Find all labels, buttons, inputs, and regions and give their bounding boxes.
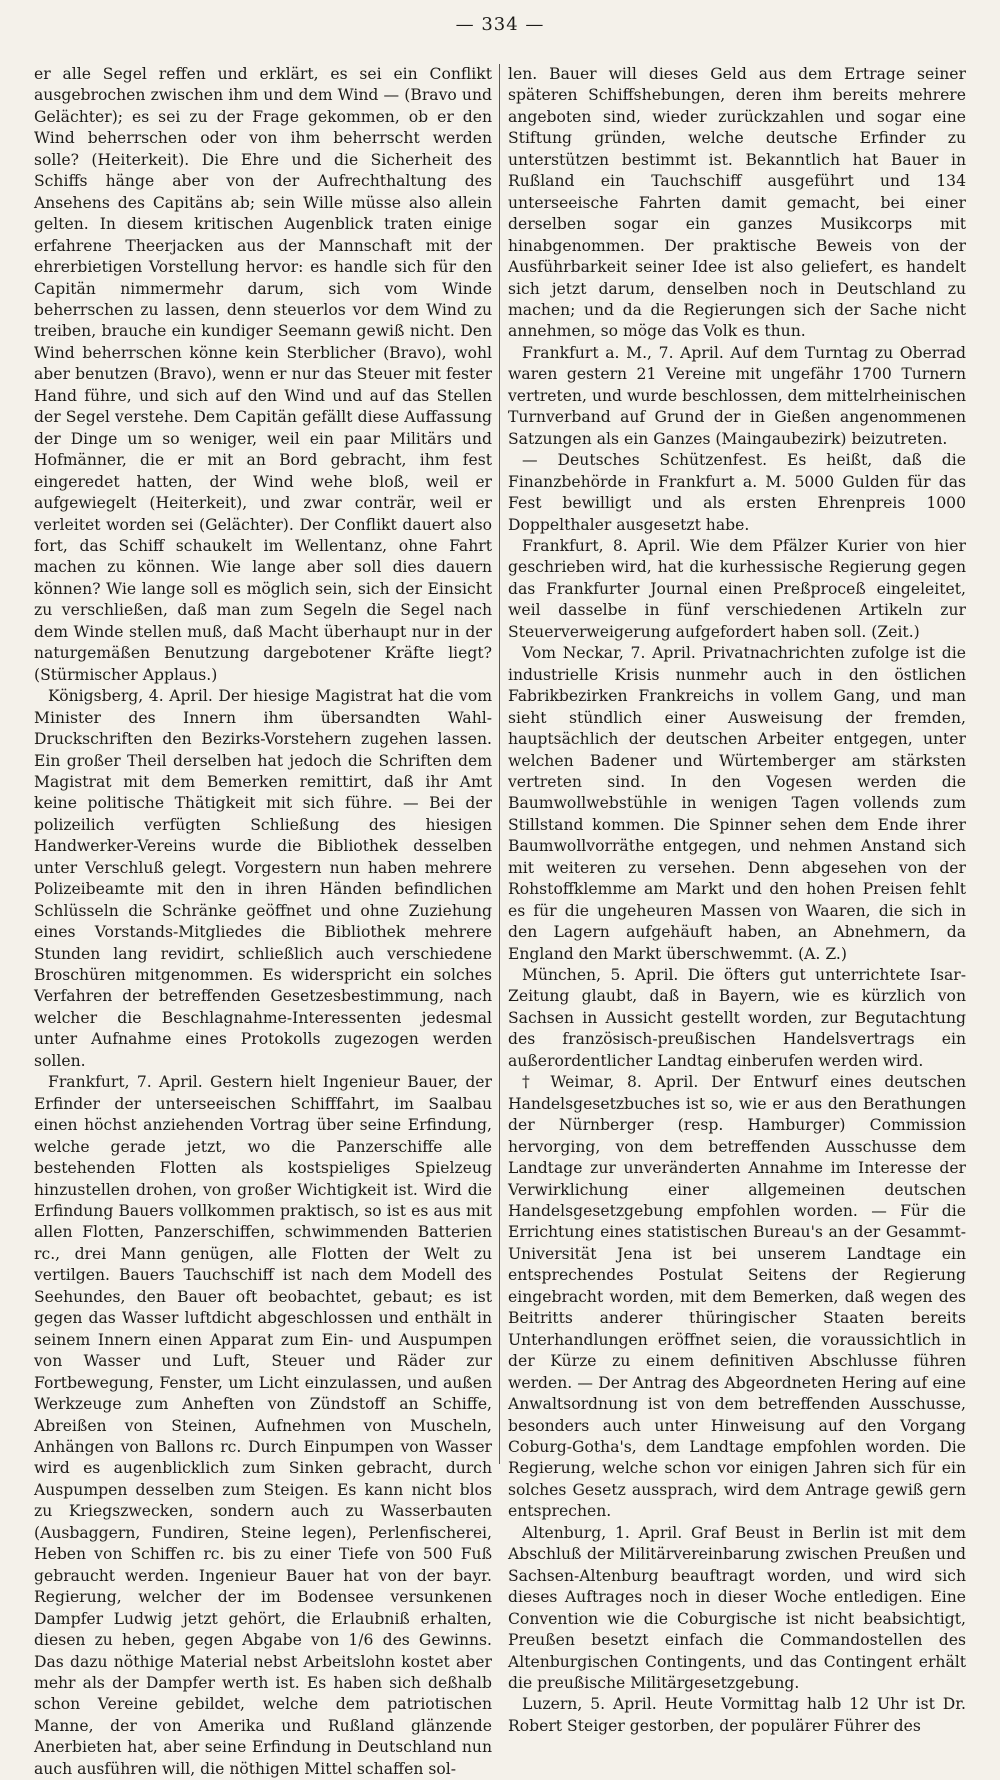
right-column xyxy=(508,64,966,1735)
article-paragraph: Luzern, 5. April. Heute Vormittag halb 12 Uhr ist Dr. Robert Steiger gestorben, der populärer Führer des xyxy=(508,1695,966,1735)
left-column-body xyxy=(34,64,492,1780)
article-paragraph: München, 5. April. Die öfters gut unterrichtete Isar-Zeitung glaubt, daß in Bayern, wie es kürzlich von Sachsen in Aussicht gestellt worden, zur Begutachtung des französisch-preußischen Handelsvertrags ein außerordentlicher Landtag einberufen werden wird. xyxy=(508,966,966,1070)
article-paragraph: † Weimar, 8. April. Der Entwurf eines deutschen Handelsgesetzbuches ist so, wie er aus den Berathungen der Nürnberger (resp. Hamburger) Commission hervorging, von dem betreffenden Ausschusse dem Landtage zur unveränderten Annahme im Interesse der Verwirklichung einer allgemeinen deutschen Handelsgesetzgebung empfohlen worden. — Für die Errichtung eines statistischen Bureau's an der Gesammt-Universität Jena ist bei unserem Landtage ein entsprechendes Postulat Seitens der Regierung eingebracht worden, mit dem Bemerken, daß wegen des Beitritts anderer thüringischer Staaten bereits Unterhandlungen eröffnet seien, die voraussichtlich in der Kürze zu einem definitiven Abschlusse führen werden. — Der Antrag des Abgeordneten Hering auf eine Anwaltsordnung ist von dem betreffenden Ausschusse, besonders auch unter Hinweisung auf den Vorgang Coburg-Gotha's, dem Landtage empfohlen worden. Die Regierung, welche schon vor einigen Jahren sich für ein solches Gesetz aussprach, wird dem Antrage gewiß gern entsprechen. xyxy=(508,1073,966,1521)
article-paragraph: Frankfurt, 8. April. Wie dem Pfälzer Kurier von hier geschrieben wird, hat die kurhessische Regierung gegen das Frankfurter Journal einen Preßproceß eingeleitet, weil dasselbe in fünf verschiedenen Artikeln zur Steuerverweigerung aufgefordert haben soll. (Zeit.) xyxy=(508,536,966,641)
article-paragraph: Frankfurt a. M., 7. April. Auf dem Turntag zu Oberrad waren gestern 21 Vereine mit ungefähr 1700 Turnern vertreten, und wurde beschlossen, dem mittelrheinischen Turnverband auf Grund der in Gießen angenommenen Satzungen als ein Ganzes (Maingaubezirk) beizutreten. xyxy=(508,343,966,448)
article-paragraph: len. Bauer will dieses Geld aus dem Ertrage seiner späteren Schiffshebungen, deren ihm bereits mehrere angeboten sind, wieder zurückzahlen und sogar eine Stiftung gründen, welche deutsche Erfinder zu unterstützen bestimmt ist. Bekanntlich hat Bauer in Rußland ein Tauchschiff ausgeführt und 134 unterseeische Fahrten damit gemacht, bei einer derselben sogar ein ganzes Musikcorps mit hinabgenommen. Der praktische Beweis von der Ausführbarkeit seiner Idee ist also geliefert, es handelt sich jetzt darum, denselben noch in Deutschland zu machen; und da die Regierungen sich der Sache nicht annehmen, so möge das Volk es thun. xyxy=(508,65,966,341)
article-paragraph: Altenburg, 1. April. Graf Beust in Berlin ist mit dem Abschluß der Militärvereinbarung zwischen Preußen und Sachsen-Altenburg beauftragt worden, und wird sich dieses Auftrages noch in dieser Woche entledigen. Eine Convention wie die Coburgische ist nicht beabsichtigt, Preußen besetzt einfach die Commandostellen des Altenburgischen Contingents, und das Contingent erhält die preußische Militärgesetzgebung. xyxy=(508,1523,966,1692)
column-divider xyxy=(499,64,500,1464)
article-paragraph: — Deutsches Schützenfest. Es heißt, daß die Finanzbehörde in Frankfurt a. M. 5000 Gulden für das Fest bewilligt und als ersten Ehrenpreis 1000 Doppelthaler ausgesetzt habe. xyxy=(508,451,966,534)
right-column-body xyxy=(508,64,966,1737)
article-paragraph: Vom Neckar, 7. April. Privatnachrichten zufolge ist die industrielle Krisis nunmehr auch in den östlichen Fabrikbezirken Frankreichs in vollem Gang, und man sieht stündlich einer Ausweisung der fremden, hauptsächlich der deutschen Arbeiter entgegen, unter welchen Badener und Würtemberger am stärksten vertreten sind. In den Vogesen werden die Baumwollwebstühle in wenigen Tagen vollends zum Stillstand kommen. Die Spinner sehen dem Ende ihrer Baumwollvorräthe entgegen, und nehmen Anstand sich mit weiteren zu versehen. Denn abgesehen von der Rohstoffklemme am Markt und den hohen Preisen fehlt es für die ungeheuren Massen von Waaren, die sich in den Lagern aufgehäuft haben, an Abnehmern, da England den Markt überschwemmt. (A. Z.) xyxy=(508,644,966,963)
article-paragraph: Königsberg, 4. April. Der hiesige Magistrat hat die vom Minister des Innern ihm übersandten Wahl-Druckschriften den Bezirks-Vorstehern zugehen lassen. Ein großer Theil derselben hat jedoch die Schriften dem Magistrat mit dem Bemerken remittirt, daß ihr Amt keine politische Thätigkeit mit sich führe. — Bei der polizeilich verfügten Schließung des hiesigen Handwerker-Vereins wurde die Bibliothek desselben unter Verschluß gelegt. Vorgestern nun haben mehrere Polizeibeamte mit den in ihren Händen befindlichen Schlüsseln die Schränke geöffnet und ohne Zuziehung eines Vorstands-Mitgliedes die Bibliothek mehrere Stunden lang revidirt, schließlich auch verschiedene Broschüren mitgenommen. Es widerspricht ein solches Verfahren der betreffenden Gesetzesbestimmung, nach welcher die Beschlagnahme-Interessenten jedesmal unter Aufnahme eines Protokolls zugezogen werden sollen. xyxy=(34,687,492,1070)
article-paragraph: Frankfurt, 7. April. Gestern hielt Ingenieur Bauer, der Erfinder der unterseeischen Schifffahrt, im Saalbau einen höchst anziehenden Vortrag über seine Erfindung, welche gerade jetzt, wo die Panzerschiffe alle bestehenden Flotten als kostspieliges Spielzeug hinzustellen drohen, von großer Wichtigkeit ist. Wird die Erfindung Bauers vollkommen praktisch, so ist es aus mit allen Flotten, Panzerschiffen, schwimmenden Batterien rc., drei Mann genügen, alle Flotten der Welt zu vertilgen. Bauers Tauchschiff ist nach dem Modell des Seehundes, den Bauer oft beobachtet, gebaut; es ist gegen das Wasser luftdicht abgeschlossen und enthält in seinem Innern einen Apparat zum Ein- und Auspumpen von Wasser und Luft, Steuer und Räder zur Fortbewegung, Fenster, um Licht einzulassen, und außen Werkzeuge zum Anheften von Zündstoff an Schiffe, Abreißen von Steinen, Aufnehmen von Muscheln, Anhängen von Ballons rc. Durch Einpumpen von Wasser wird es augenblicklich zum Sinken gebracht, durch Auspumpen desselben zum Steigen. Es kann nicht blos zu Kriegszwecken, sondern auch zu Wasserbauten (Ausbaggern, Fundiren, Steine legen), Perlenfischerei, Heben von Schiffen rc. bis zu einer Tiefe von 500 Fuß gebraucht werden. Ingenieur Bauer hat von der bayr. Regierung, welcher der im Bodensee versunkenen Dampfer Ludwig jetzt gehört, die Erlaubniß erhalten, diesen zu heben, gegen Abgabe von 1/6 des Gewinns. Das dazu nöthige Material nebst Arbeitslohn kostet aber mehr als der Dampfer werth ist. Es haben sich deßhalb schon Vereine gebildet, welche dem patriotischen Manne, der von Amerika und Rußland glänzende Anerbieten hat, aber seine Erfindung in Deutschland nun auch ausführen will, die nöthigen Mittel schaffen sol- xyxy=(34,1073,492,1778)
left-column xyxy=(34,64,492,1778)
article-paragraph: er alle Segel reffen und erklärt, es sei ein Conflikt ausgebrochen zwischen ihm und dem Wind — (Bravo und Gelächter); es sei zu der Frage gekommen, ob er den Wind beherrschen oder von ihm beherrscht werden solle? (Heiterkeit). Die Ehre und die Sicherheit des Schiffs hänge aber von der Aufrechthaltung des Ansehens des Capitäns ab; sein Wille müsse also allein gelten. In diesem kritischen Augenblick traten einige erfahrene Theerjacken aus der Mannschaft mit der ehrerbietigen Vorstellung hervor: es handle sich für den Capitän nimmermehr darum, sich vom Winde beherrschen zu lassen, denn steuerlos vor dem Wind zu treiben, brauche ein kundiger Seemann gewiß nicht. Den Wind beherrschen könne kein Sterblicher (Bravo), wohl aber benutzen (Bravo), wenn er nur das Steuer mit fester Hand führe, und sich auf den Wind und auf das Stellen der Segel verstehe. Dem Capitän gefällt diese Auffassung der Dinge um so weniger, weil ein paar Militärs und Hofmänner, die er mit an Bord gebracht, ihm fest eingeredet hatten, der Wind wehe bloß, weil er aufgewiegelt (Heiterkeit), und zwar conträr, weil er verleitet worden sei (Gelächter). Der Conflikt dauert also fort, das Schiff schaukelt im Wellentanz, ohne Fahrt machen zu können. Wie lange aber soll dies dauern können? Wie lange soll es möglich sein, sich der Einsicht zu verschließen, daß man zum Segeln die Segel nach dem Winde stellen muß, daß Macht überhaupt nur in der naturgemäßen Benutzung dargebotener Kräfte liegt? (Stürmischer Applaus.) xyxy=(34,65,492,684)
page-number: — 334 — xyxy=(455,14,545,35)
